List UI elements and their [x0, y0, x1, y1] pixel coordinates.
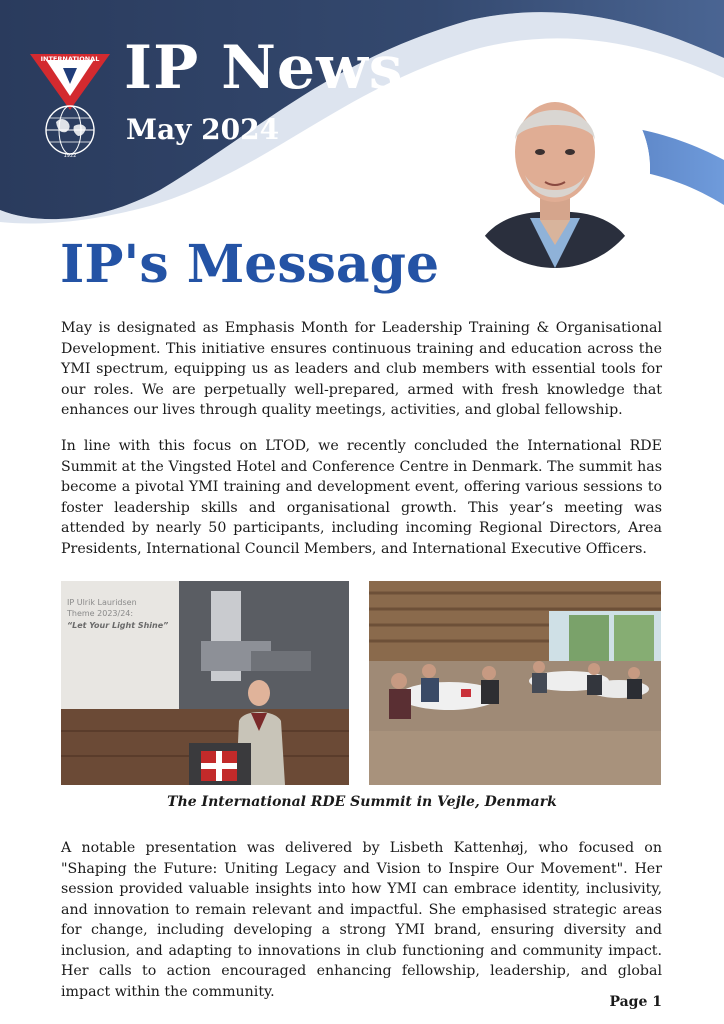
newsletter-title: IP News: [124, 33, 404, 103]
slide-quote-text: “Let Your Light Shine”: [67, 621, 169, 630]
article-paragraph-3: A notable presentation was delivered by Lisbeth Kattenhøj, who focused on "Shaping the Future: Uniting Legacy and Vision to Inspire Our Movement". Her session provided valuable insights into how YMI can embrace identity, inclusivity, and innovation to remain relevant and impactful. She emphasised strategic areas for change, including developing a strong YMI brand, ensuring diversity and inclusion, and adapting to innovations in club functioning and community impact. Her calls to action encouraged enhancing fellowship, leadership, and global impact within the community.: [61, 840, 662, 1000]
article-paragraph-2: In line with this focus on LTOD, we recently concluded the International RDE Summit at the Vingsted Hotel and Conference Centre in Denmark. The summit has become a pivotal YMI training and development event, offering various sessions to foster leadership skills and organisational growth. This year’s meeting was attended by nearly 50 participants, including incoming Regional Directors, Area Presidents, International Council Members, and International Executive Officers.: [61, 438, 662, 557]
slide-theme-text: Theme 2023/24:: [67, 609, 134, 618]
article-heading: IP's Message: [60, 234, 440, 295]
page-number: Page 1: [609, 994, 662, 1010]
president-portrait: [460, 70, 650, 268]
slide-name-text: IP Ulrik Lauridsen: [67, 598, 137, 607]
photo-caption: The International RDE Summit in Vejle, Denmark: [167, 794, 557, 810]
ymi-logo: [26, 50, 114, 160]
logo-year: 1922: [63, 153, 77, 159]
newsletter-issue-date: May 2024: [126, 113, 280, 146]
logo-text: INTERNATIONAL: [40, 55, 100, 63]
article-paragraph-1: May is designated as Emphasis Month for Leadership Training & Organisational Development. This initiative ensures continuous training and education across the YMI spectrum, equipping us as leaders and club members with essential tools for our roles. We are perpetually well-prepared, armed with fresh knowledge that enhances our lives through quality meetings, activities, and global fellowship.: [61, 320, 662, 418]
summit-hall-photo: [369, 581, 661, 785]
summit-speaker-photo: [61, 581, 349, 785]
